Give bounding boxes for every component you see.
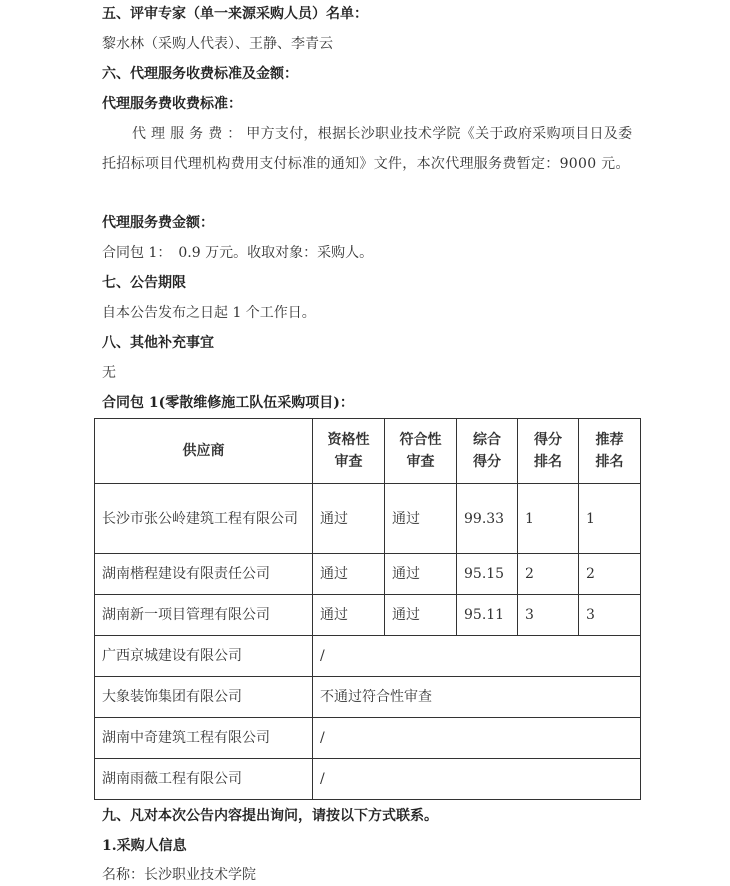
cell-merged-note: 不通过符合性审查 [313, 677, 641, 718]
cell-qualification: 通过 [313, 484, 385, 554]
evaluation-table [94, 418, 641, 800]
cell-total-score: 95.15 [457, 554, 518, 595]
header-recommend-rank-line2: 排名 [595, 454, 624, 470]
cell-total-score: 95.11 [457, 595, 518, 636]
section-7-body: 自本公告发布之日起 1 个工作日。 [102, 305, 316, 321]
table-row [95, 554, 641, 595]
cell-supplier: 湖南中奇建筑工程有限公司 [95, 718, 313, 759]
table-row [95, 718, 641, 759]
table-row [95, 595, 641, 636]
section-8-heading: 八、其他补充事宜 [102, 335, 214, 351]
cell-total-score: 99.33 [457, 484, 518, 554]
purchaser-name: 名称：长沙职业技术学院 [102, 867, 256, 883]
cell-recommend-rank: 1 [579, 484, 641, 554]
header-conformity-line1: 符合性 [399, 432, 442, 448]
header-qualification-line2: 审查 [334, 454, 363, 470]
section-7-heading: 七、公告期限 [102, 275, 186, 291]
section-5-heading: 五、评审专家（单一来源采购人员）名单： [102, 6, 368, 22]
header-supplier: 供应商 [95, 419, 313, 484]
header-recommend-rank-line1: 推荐 [595, 432, 624, 448]
table-row [95, 759, 641, 800]
cell-score-rank: 1 [518, 484, 579, 554]
table-row [95, 484, 641, 554]
purchaser-info-heading: 1.采购人信息 [102, 838, 187, 854]
fee-amount-heading: 代理服务费金额： [102, 215, 214, 231]
header-conformity [385, 419, 457, 484]
header-total-score-line2: 得分 [473, 454, 501, 470]
cell-qualification: 通过 [313, 554, 385, 595]
fee-amount-body: 合同包 1： 0.9 万元。收取对象：采购人。 [102, 245, 374, 261]
cell-merged-note: / [313, 636, 641, 677]
cell-supplier: 湖南新一项目管理有限公司 [95, 595, 313, 636]
cell-merged-note: / [313, 718, 641, 759]
cell-conformity: 通过 [385, 554, 457, 595]
cell-conformity: 通过 [385, 484, 457, 554]
fee-standard-body: 代 理 服 务 费 ： 甲方支付，根据长沙职业技术学院《关于政府采购项目日及委托招标项目代理机构费用支付标准的通知》文件，本次代理服务费暂定：9000 元。 [102, 126, 633, 172]
table-row [95, 636, 641, 677]
cell-supplier: 长沙市张公岭建筑工程有限公司 [95, 484, 313, 554]
cell-qualification: 通过 [313, 595, 385, 636]
cell-merged-note: / [313, 759, 641, 800]
cell-conformity: 通过 [385, 595, 457, 636]
header-qualification [313, 419, 385, 484]
header-score-rank-line2: 排名 [534, 454, 562, 470]
header-total-score [457, 419, 518, 484]
table-header-row [95, 419, 641, 484]
header-score-rank [518, 419, 579, 484]
header-recommend-rank [579, 419, 641, 484]
cell-score-rank: 2 [518, 554, 579, 595]
section-8-body: 无 [102, 365, 116, 381]
cell-recommend-rank: 2 [579, 554, 641, 595]
section-9-heading: 九、凡对本次公告内容提出询问，请按以下方式联系。 [102, 808, 438, 824]
section-5-body: 黎水林（采购人代表）、王静、李青云 [102, 36, 333, 52]
header-qualification-line1: 资格性 [327, 432, 370, 448]
cell-supplier: 湖南楷程建设有限责任公司 [95, 554, 313, 595]
cell-score-rank: 3 [518, 595, 579, 636]
table-row [95, 677, 641, 718]
header-score-rank-line1: 得分 [534, 432, 562, 448]
cell-supplier: 湖南雨薇工程有限公司 [95, 759, 313, 800]
package-title: 合同包 1(零散维修施工队伍采购项目)： [102, 395, 354, 411]
header-total-score-line1: 综合 [473, 432, 501, 448]
header-conformity-line2: 审查 [406, 454, 435, 470]
cell-supplier: 大象装饰集团有限公司 [95, 677, 313, 718]
cell-recommend-rank: 3 [579, 595, 641, 636]
cell-supplier: 广西京城建设有限公司 [95, 636, 313, 677]
section-6-heading: 六、代理服务收费标准及金额： [102, 66, 298, 82]
fee-standard-heading: 代理服务费收费标准： [102, 96, 242, 112]
